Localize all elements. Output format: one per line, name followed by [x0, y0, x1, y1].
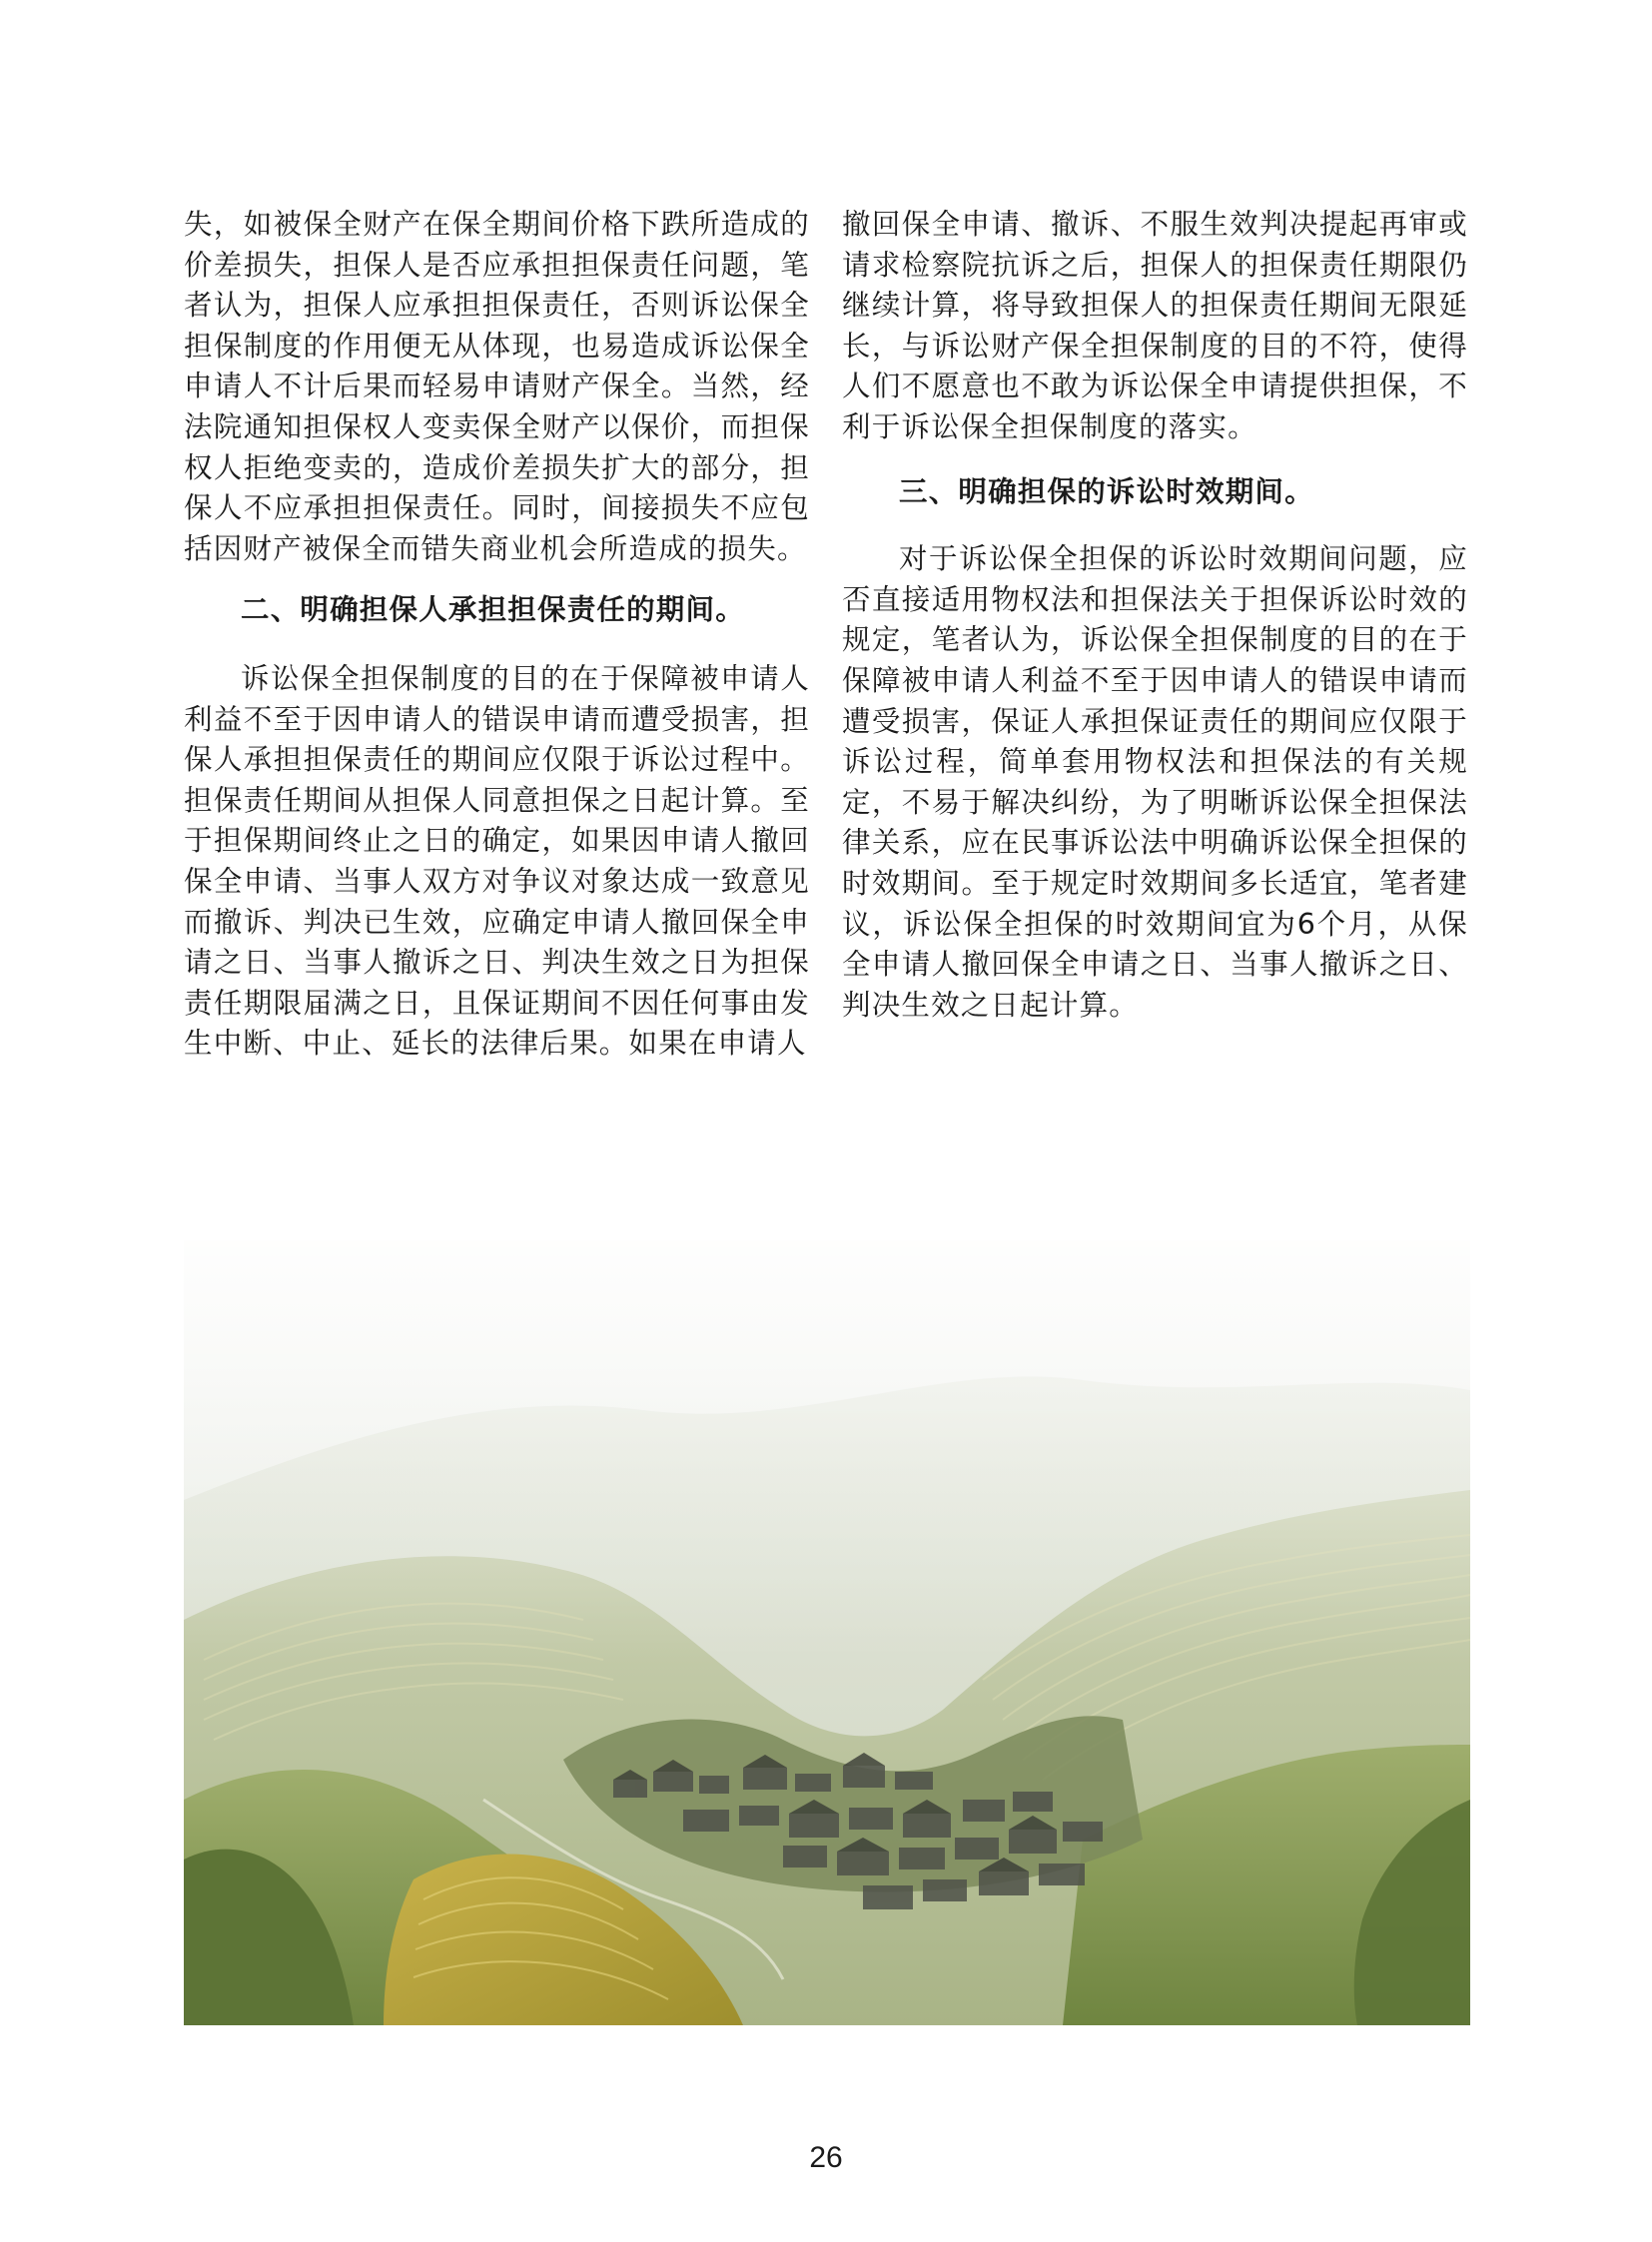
body-paragraph: 撤回保全申请、撤诉、不服生效判决提起再审或请求检察院抗诉之后，担保人的担保责任期限仍继续计算，将导致担保人的担保责任期间无限延长，与诉讼财产保全担保制度的目的不符，使得人们不愿意也不敢为诉讼保全申请提供担保，不利于诉讼保全担保制度的落实。 — [842, 208, 1468, 443]
left-column — [184, 205, 810, 1065]
page-number: 26 — [809, 2141, 843, 2174]
section-heading-3: 三、明确担保的诉讼时效期间。 — [899, 474, 1314, 508]
right-column — [842, 205, 1468, 1026]
body-paragraph: 对于诉讼保全担保的诉讼时效期间问题，应否直接适用物权法和担保法关于担保诉讼时效的规定，笔者认为，诉讼保全担保制度的目的在于保障被申请人利益不至于因申请人的错误申请而遭受损害，保证人承担保证责任的期间应仅限于诉讼过程，简单套用物权法和担保法的有关规定，不易于解决纠纷，为了明晰诉讼保全担保法律关系，应在民事诉讼法中明确诉讼保全担保的时效期间。至于规定时效期间多长适宜，笔者建议，诉讼保全担保的时效期间宜为6个月，从保全申请人撤回保全申请之日、当事人撤诉之日、判决生效之日起计算。 — [842, 542, 1468, 1022]
landscape-photo — [184, 1240, 1470, 2025]
terraced-fields-illustration — [184, 1240, 1470, 2025]
body-paragraph: 失，如被保全财产在保全期间价格下跌所造成的价差损失，担保人是否应承担担保责任问题，笔者认为，担保人应承担担保责任，否则诉讼保全担保制度的作用便无从体现，也易造成诉讼保全申请人不计后果而轻易申请财产保全。当然，经法院通知担保权人变卖保全财产以保价，而担保权人拒绝变卖的，造成价差损失扩大的部分，担保人不应承担担保责任。同时，间接损失不应包括因财产被保全而错失商业机会所造成的损失。 — [184, 208, 810, 565]
body-paragraph: 诉讼保全担保制度的目的在于保障被申请人利益不至于因申请人的错误申请而遭受损害，担保人承担担保责任的期间应仅限于诉讼过程中。担保责任期间从担保人同意担保之日起计算。至于担保期间终止之日的确定，如果因申请人撤回保全申请、当事人双方对争议对象达成一致意见而撤诉、判决已生效，应确定申请人撤回保全申请之日、当事人撤诉之日、判决生效之日为担保责任期限届满之日，且保证期间不因任何事由发生中断、中止、延长的法律后果。如果在申请人 — [184, 661, 810, 1061]
section-heading-2: 二、明确担保人承担担保责任的期间。 — [241, 593, 745, 627]
